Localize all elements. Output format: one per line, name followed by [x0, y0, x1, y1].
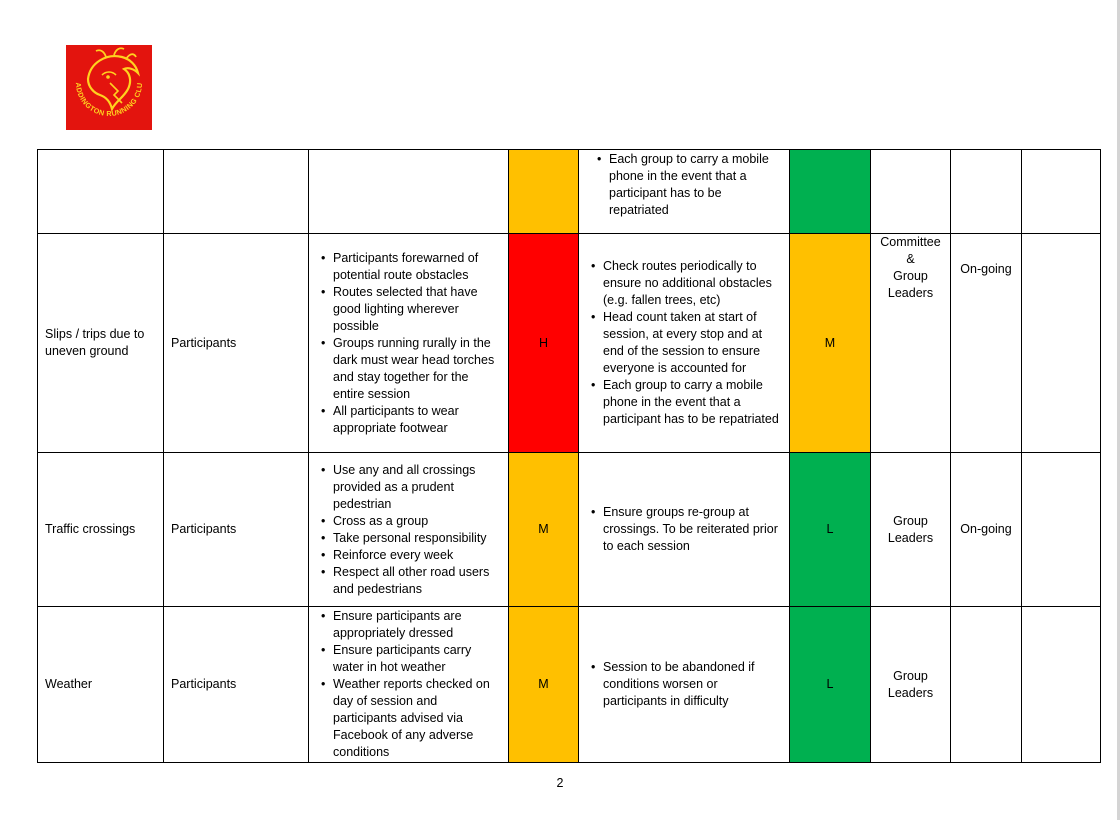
action-by-cell: Group Leaders: [871, 453, 951, 607]
svg-text:HADDINGTON RUNNING CLUB: ADDINGTON RUNNING CLU: [73, 82, 145, 119]
list-item: • Session to be abandoned if conditions worsen or participants in difficulty: [603, 659, 782, 710]
table-row: [38, 150, 1101, 234]
list-item: • Weather reports checked on day of session and participants advised via Facebook of any adverse conditions: [333, 676, 501, 761]
hazard-cell: Traffic crossings: [38, 453, 164, 607]
list-item: • Participants forewarned of potential route obstacles: [333, 250, 501, 284]
when-cell: On-going: [951, 234, 1022, 453]
action-by-cell: Committee & Group Leaders: [871, 234, 951, 453]
list-item: • Routes selected that have good lighting wherever possible: [333, 284, 501, 335]
when-cell: [951, 607, 1022, 763]
further-controls-cell: [579, 607, 790, 763]
initial-risk-rating-cell: M: [509, 607, 579, 763]
residual-risk-rating-cell: L: [790, 453, 871, 607]
list-item: • Ensure participants carry water in hot weather: [333, 642, 501, 676]
who-cell: Participants: [164, 453, 309, 607]
done-cell: [1022, 150, 1101, 234]
when-cell: [951, 150, 1022, 234]
page-number: 2: [556, 776, 564, 790]
list-item: • All participants to wear appropriate footwear: [333, 403, 501, 437]
further-controls-cell-list: [586, 659, 782, 710]
existing-controls-cell-list: [316, 462, 501, 598]
list-item: • Head count taken at start of session, at every stop and at end of the session to ensure everyone is accounted for: [603, 309, 782, 377]
club-logo: [66, 45, 152, 130]
further-controls-cell: [579, 453, 790, 607]
list-item: • Use any and all crossings provided as a prudent pedestrian: [333, 462, 501, 513]
residual-risk-rating-cell: L: [790, 607, 871, 763]
list-item: • Each group to carry a mobile phone in the event that a participant has to be repatriated: [609, 151, 782, 219]
existing-controls-cell: [309, 607, 509, 763]
list-item: • Take personal responsibility: [333, 530, 501, 547]
action-by-cell: Group Leaders: [871, 607, 951, 763]
hazard-cell: [38, 150, 164, 234]
list-item: • Check routes periodically to ensure no additional obstacles (e.g. fallen trees, etc): [603, 258, 782, 309]
list-item: • Cross as a group: [333, 513, 501, 530]
residual-risk-rating-cell: [790, 150, 871, 234]
when-cell: On-going: [951, 453, 1022, 607]
club-logo-graphic: [66, 45, 152, 130]
action-by-cell: [871, 150, 951, 234]
list-item: • Groups running rurally in the dark must wear head torches and stay together for the entire session: [333, 335, 501, 403]
existing-controls-cell-list: [316, 250, 501, 437]
existing-controls-cell: [309, 234, 509, 453]
initial-risk-rating-cell: M: [509, 453, 579, 607]
hazard-cell: Weather: [38, 607, 164, 763]
hazard-cell: Slips / trips due to uneven ground: [38, 234, 164, 453]
who-cell: Participants: [164, 607, 309, 763]
further-controls-cell: [579, 234, 790, 453]
residual-risk-rating-cell: M: [790, 234, 871, 453]
table-row: [38, 234, 1101, 453]
further-controls-cell-list: [586, 258, 782, 428]
risk-assessment-table: [37, 149, 1101, 763]
initial-risk-rating-cell: [509, 150, 579, 234]
done-cell: [1022, 234, 1101, 453]
further-controls-cell: [579, 150, 790, 234]
list-item: • Ensure groups re-group at crossings. To be reiterated prior to each session: [603, 504, 782, 555]
list-item: • Ensure participants are appropriately dressed: [333, 608, 501, 642]
existing-controls-cell: [309, 150, 509, 234]
table-row: [38, 453, 1101, 607]
done-cell: [1022, 607, 1101, 763]
list-item: • Respect all other road users and pedestrians: [333, 564, 501, 598]
existing-controls-cell: [309, 453, 509, 607]
done-cell: [1022, 453, 1101, 607]
list-item: • Reinforce every week: [333, 547, 501, 564]
table-row: [38, 607, 1101, 763]
who-cell: Participants: [164, 234, 309, 453]
further-controls-cell-list: [586, 504, 782, 555]
initial-risk-rating-cell: H: [509, 234, 579, 453]
list-item: • Each group to carry a mobile phone in the event that a participant has to be repatriated: [603, 377, 782, 428]
further-controls-cell-list: [586, 151, 782, 219]
existing-controls-cell-list: [316, 608, 501, 761]
who-cell: [164, 150, 309, 234]
